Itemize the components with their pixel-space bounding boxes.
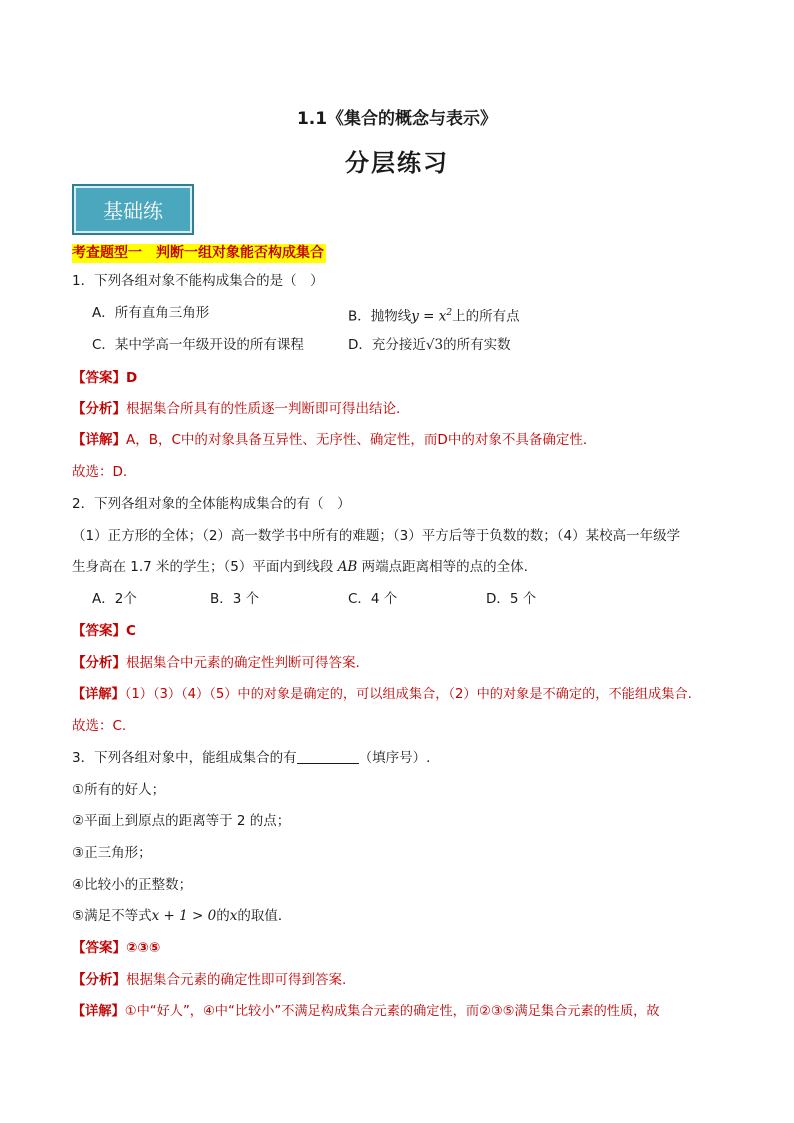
document-subtitle: 分层练习 <box>345 149 449 177</box>
q2-answer: 【答案】C <box>72 623 136 639</box>
q1-analysis: 【分析】根据集合所具有的性质逐一判断即可得出结论. <box>72 401 401 417</box>
q2-choice: 故选：C. <box>72 718 127 734</box>
q1-option-d: D．充分接近√3的所有实数 <box>348 337 511 353</box>
q2-option-a: A．2个 <box>92 591 137 607</box>
q3-item-3: ③正三角形； <box>72 845 152 861</box>
q2-option-d: D．5 个 <box>486 591 537 607</box>
q3-item-2: ②平面上到原点的距离等于 2 的点； <box>72 813 291 829</box>
q3-answer-blank <box>297 749 359 764</box>
section-badge: 基础练 <box>72 184 194 235</box>
q1-choice: 故选：D. <box>72 464 128 480</box>
topic-heading: 考查题型一 判断一组对象能否构成集合 <box>72 245 324 261</box>
q3-item-5: ⑤满足不等式x + 1 > 0的x的取值． <box>72 908 292 924</box>
q3-detail: 【详解】①中“好人”，④中“比较小”不满足构成集合元素的确定性，而②③⑤满足集合元素的性质，故 <box>72 1004 660 1019</box>
q3-answer: 【答案】②③⑤ <box>72 940 161 956</box>
q2-stem: 2．下列各组对象的全体能构成集合的有（ ） <box>72 496 351 512</box>
q2-line-2: 生身高在 1.7 米的学生；（5）平面内到线段 AB 两端点距离相等的点的全体. <box>72 559 528 575</box>
document-title: 1.1《集合的概念与表示》 <box>296 109 498 129</box>
q2-analysis: 【分析】根据集合中元素的确定性判断可得答案. <box>72 655 360 671</box>
q3-stem: 3．下列各组对象中，能组成集合的有 （填序号）. <box>72 750 431 766</box>
q1-option-b: B．抛物线$y = x^2$上的所有点 <box>348 308 520 325</box>
q3-item-4: ④比较小的正整数； <box>72 877 193 893</box>
q1-option-c: C．某中学高一年级开设的所有课程 <box>92 337 304 353</box>
q3-item-1: ①所有的好人； <box>72 782 166 798</box>
q1-option-a: A．所有直角三角形 <box>92 305 210 321</box>
q2-line-1: （1）正方形的全体；（2）高一数学书中所有的难题；（3）平方后等于负数的数；（4）某校高一年级学 <box>72 528 681 544</box>
q1-detail: 【详解】A，B，C中的对象具备互异性、无序性、确定性，而D中的对象不具备确定性． <box>72 432 597 448</box>
q2-detail: 【详解】（1）（3）（4）（5）中的对象是确定的，可以组成集合，（2）中的对象是不确定的，不能组成集合. <box>72 687 692 702</box>
q3-analysis: 【分析】根据集合元素的确定性即可得到答案. <box>72 972 347 988</box>
q2-option-c: C．4 个 <box>348 591 398 607</box>
q1-answer: 【答案】D <box>72 370 138 386</box>
q1-stem: 1．下列各组对象不能构成集合的是（ ） <box>72 273 324 289</box>
q2-option-b: B．3 个 <box>210 591 260 607</box>
